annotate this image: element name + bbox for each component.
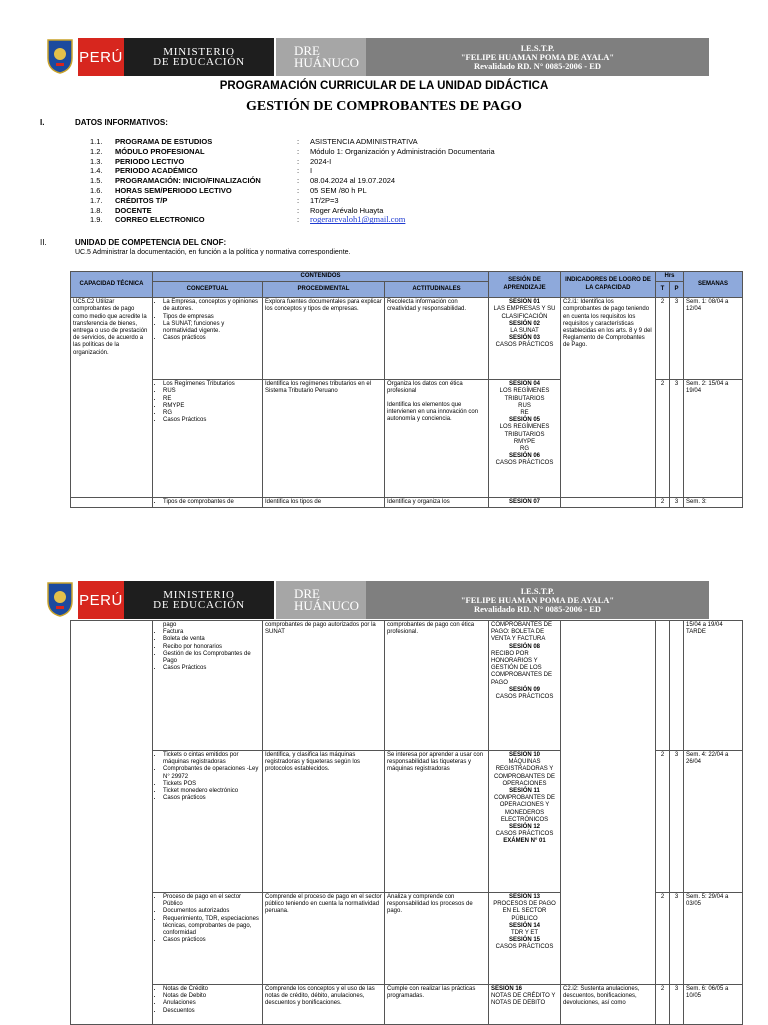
list-item: • La Empresa, conceptos y opiniones de autores. bbox=[163, 299, 260, 313]
session-topic: CASOS PRÁCTICOS bbox=[495, 831, 554, 838]
list-item: • Documentos autorizados bbox=[163, 908, 260, 915]
semana-cell: Sem. 2: 15/04 a 19/04 bbox=[684, 380, 743, 498]
list-item: • Anulaciones bbox=[163, 1000, 260, 1007]
session-number: SESIÓN 13 bbox=[508, 894, 540, 900]
iest-label: I.E.S.T.P. "FELIPE HUAMAN POMA DE AYALA" Revalidado RD. N° 0085-2006 - ED bbox=[366, 581, 709, 619]
semana-cell: Sem. 3: bbox=[684, 498, 743, 508]
hours-t: 2 bbox=[656, 298, 670, 380]
session-topic: TDR Y ET bbox=[510, 930, 539, 937]
list-item: • Casos prácticos bbox=[163, 335, 260, 342]
header-semanas: SEMANAS bbox=[684, 272, 743, 298]
info-number: 1.2. bbox=[90, 146, 103, 156]
section-title: DATOS INFORMATIVOS: bbox=[75, 118, 168, 127]
colon: : bbox=[297, 156, 300, 166]
sesion-cell bbox=[489, 298, 561, 380]
list-item: • RUS bbox=[163, 388, 260, 395]
section-title: UNIDAD DE COMPETENCIA DEL CNOF: bbox=[75, 238, 227, 247]
session-topic: RG bbox=[520, 446, 530, 453]
indicador-cell: C2.i1: Identifica los comprobantes de pago teniendo en cuenta los requisitos los requisitos y características establecidas en los arts. 8 y 9 del Reglamento de Comprobantes de Pago. bbox=[561, 298, 656, 498]
session-topic: MÁQUINAS REGISTRADORAS Y COMPROBANTES DE OPERACIONES bbox=[493, 759, 555, 787]
info-number: 1.3. bbox=[90, 156, 103, 166]
info-value: ASISTENCIA ADMINISTRATIVA bbox=[310, 137, 418, 146]
session-topic: RUS bbox=[518, 402, 531, 409]
session-topic: CASOS PRÁCTICOS bbox=[495, 460, 554, 467]
info-label: PERIODO LECTIVO bbox=[115, 156, 185, 166]
info-value: 05 SEM /80 h PL bbox=[310, 186, 367, 195]
section-number: II. bbox=[40, 238, 47, 247]
session-number: SESIÓN 04 bbox=[509, 381, 541, 388]
hours-p: 3 bbox=[670, 498, 684, 508]
session-number: SESIÓN 12 bbox=[508, 824, 540, 831]
header-capacidad: CAPACIDAD TÉCNICA bbox=[71, 272, 153, 298]
colon: : bbox=[297, 176, 300, 186]
list-item: • Ticket monedero electrónico bbox=[163, 788, 260, 795]
actitudinal-cell: Organiza los datos con ética profesional Identifica los elementos que intervienen en una innovación con autonomía y conciencia. bbox=[385, 380, 489, 498]
hours-t: 2 bbox=[656, 893, 670, 985]
session-topic: COMPROBANTES DE OPERACIONES Y MONEDEROS ELECTRÓNICOS bbox=[493, 795, 555, 823]
colon: : bbox=[297, 137, 300, 146]
section-number: I. bbox=[40, 118, 45, 127]
peru-logo: PERÚ bbox=[78, 38, 124, 76]
header-p: P bbox=[670, 282, 684, 298]
session-topic: RE bbox=[520, 410, 529, 417]
info-number: 1.9. bbox=[90, 215, 103, 225]
semana-cell: 15/04 a 19/04 TARDE bbox=[684, 621, 743, 751]
procedimental-cell: Explora fuentes documentales para explicar los conceptos y tipos de empresas. bbox=[263, 298, 385, 380]
session-number: SESIÓN 03 bbox=[509, 335, 541, 342]
info-number: 1.1. bbox=[90, 137, 103, 146]
hours-t: 2 bbox=[656, 985, 670, 1025]
colon: : bbox=[297, 186, 300, 195]
hours-p: 3 bbox=[670, 751, 684, 893]
curriculum-table-page1 bbox=[70, 271, 743, 508]
hours-p: 3 bbox=[670, 298, 684, 380]
procedimental-cell: comprobantes de pago autorizados por la SUNAT bbox=[263, 621, 385, 751]
session-number: SESIÓN 02 bbox=[509, 320, 541, 327]
info-value: I bbox=[310, 166, 313, 176]
conceptual-cell: • Tipos de comprobantes de bbox=[153, 498, 263, 508]
conceptual-cell bbox=[153, 893, 263, 985]
session-number: SESIÓN 11 bbox=[509, 788, 540, 795]
actitudinal-cell: Se interesa por aprender a usar con responsabilidad las tiqueteras y máquinas registradoras bbox=[385, 751, 489, 893]
session-topic: PROCESOS DE PAGO EN EL SECTOR PÚBLICO bbox=[493, 901, 556, 922]
colon: : bbox=[297, 205, 300, 215]
info-value: 1T/2P=3 bbox=[310, 195, 339, 205]
hours-p: 3 bbox=[670, 380, 684, 498]
peru-logo: PERÚ bbox=[78, 581, 124, 619]
session-topic: LOS REGÍMENES TRIBUTARIOS bbox=[499, 424, 550, 438]
info-value: 2024-I bbox=[310, 156, 332, 166]
conceptual-cell: pago • Factura • Boleta de venta • Recibo por honorarios • Gestión de los Comprobantes de Pago • Casos Prácticos bbox=[153, 621, 263, 751]
iest-label: I.E.S.T.P. "FELIPE HUAMAN POMA DE AYALA" Revalidado RD. N° 0085-2006 - ED bbox=[366, 38, 709, 76]
list-item: • RG bbox=[163, 410, 260, 417]
info-number: 1.6. bbox=[90, 186, 103, 195]
conceptual-cell bbox=[153, 298, 263, 380]
sesion-cell: SESIÓN 16 NOTAS DE CRÉDITO Y NOTAS DE DEBITO bbox=[489, 985, 561, 1025]
info-label: PROGRAMA DE ESTUDIOS bbox=[115, 137, 213, 146]
list-item: • Boleta de venta bbox=[163, 636, 260, 643]
list-item: • Tickets o cintas emitidos por máquinas registradoras bbox=[163, 752, 260, 766]
list-item: • RE bbox=[163, 396, 260, 403]
ministerio-logo: MINISTERIO DE EDUCACIÓN bbox=[124, 581, 274, 619]
session-number: SESIÓN 14 bbox=[508, 922, 540, 929]
session-topic: RMYPE bbox=[513, 438, 536, 445]
colon: : bbox=[297, 195, 300, 205]
page-header bbox=[46, 38, 709, 76]
session-number: EXÁMEN N° 01 bbox=[503, 838, 546, 845]
list-item: • RMYPE bbox=[163, 403, 260, 410]
list-item: • Factura bbox=[163, 629, 260, 636]
list-item: • Casos prácticos bbox=[163, 937, 260, 944]
list-item: • Comprobantes de operaciones -Ley N° 29972 bbox=[163, 766, 260, 780]
sesion-cell bbox=[489, 380, 561, 498]
hours-p: 3 bbox=[670, 985, 684, 1025]
sesion-cell bbox=[489, 893, 561, 985]
header-conceptual: CONCEPTUAL bbox=[153, 282, 263, 298]
procedimental-cell: Identifica los tipos de bbox=[263, 498, 385, 508]
conceptual-cell bbox=[153, 985, 263, 1025]
info-number: 1.7. bbox=[90, 195, 103, 205]
list-item: • Notas de Crédito bbox=[163, 986, 260, 993]
hours-t: 2 bbox=[656, 380, 670, 498]
hours-t: 2 bbox=[656, 751, 670, 893]
list-item: • Casos Prácticos bbox=[163, 417, 260, 424]
actitudinal-cell: Analiza y comprende con responsabilidad los procesos de pago. bbox=[385, 893, 489, 985]
info-label: PERIODO ACADÉMICO bbox=[115, 166, 198, 176]
list-item: • Recibo por honorarios bbox=[163, 644, 260, 651]
session-number: SESIÓN 06 bbox=[509, 453, 541, 460]
header-actitudinales: ACTITUDINALES bbox=[385, 282, 489, 298]
actitudinal-cell: Recolecta información con creatividad y responsabilidad. bbox=[385, 298, 489, 380]
info-label: PROGRAMACIÓN: INICIO/FINALIZACIÓN bbox=[115, 176, 261, 186]
session-topic: LA SUNAT bbox=[510, 328, 539, 335]
hours-t: 2 bbox=[656, 498, 670, 508]
header-procedimental: PROCEDIMENTAL bbox=[263, 282, 385, 298]
email-link[interactable]: rogerarevaloh1@gmail.com bbox=[310, 214, 406, 225]
session-number: SESIÓN 10 bbox=[508, 752, 540, 758]
semana-cell: Sem. 4: 22/04 a 26/04 bbox=[684, 751, 743, 893]
indicador-cell: C2.i2: Sustenta anulaciones, descuentos, bonificaciones, devoluciones, así como bbox=[561, 985, 656, 1025]
ministerio-logo: MINISTERIO DE EDUCACIÓN bbox=[124, 38, 274, 76]
info-label: CRÉDITOS T/P bbox=[115, 195, 168, 205]
info-number: 1.8. bbox=[90, 205, 103, 215]
info-label: HORAS SEM/PERIODO LECTIVO bbox=[115, 186, 232, 195]
info-value: Módulo 1: Organización y Administración Documentaria bbox=[310, 146, 495, 156]
list-item: • Requerimiento, TDR, especiaciones técnicas, comprobantes de pago, conformidad bbox=[163, 916, 260, 938]
session-number: SESIÓN 01 bbox=[509, 299, 541, 306]
competency-text: UC.5 Administrar la documentación, en función a la política y normativa correspondiente. bbox=[75, 249, 351, 256]
info-label: MÓDULO PROFESIONAL bbox=[115, 146, 205, 156]
colon: : bbox=[297, 215, 300, 225]
list-item: • Casos Prácticos bbox=[163, 665, 260, 672]
info-label: DOCENTE bbox=[115, 205, 152, 215]
info-value: 08.04.2024 al 19.07.2024 bbox=[310, 176, 396, 186]
actitudinal-cell: Cumple con realizar las prácticas programadas. bbox=[385, 985, 489, 1025]
semana-cell: Sem. 1: 08/04 a 12/04 bbox=[684, 298, 743, 380]
list-item: • Proceso de pago en el sector Público bbox=[163, 894, 260, 908]
header-indicadores: INDICADORES DE LOGRO DE LA CAPACIDAD bbox=[561, 272, 656, 298]
seal-icon bbox=[46, 38, 74, 74]
sesion-cell: SESIÓN 07 bbox=[489, 498, 561, 508]
procedimental-cell: Identifica los regímenes tributarios en el Sistema Tributario Peruano bbox=[263, 380, 385, 498]
list-item: • Los Regímenes Tributarios bbox=[163, 381, 260, 388]
list-item: • Gestión de los Comprobantes de Pago bbox=[163, 651, 260, 665]
info-label: CORREO ELECTRONICO bbox=[115, 215, 205, 225]
colon: : bbox=[297, 146, 300, 156]
list-item: • Tipos de empresas bbox=[163, 314, 260, 321]
semana-cell: Sem. 5: 29/04 a 03/05 bbox=[684, 893, 743, 985]
session-topic: CASOS PRÁCTICOS bbox=[495, 342, 554, 349]
session-topic: CASOS PRÁCTICOS bbox=[495, 944, 554, 951]
procedimental-cell: Comprende los conceptos y el uso de las notas de crédito, débito, anulaciones, descuentos y bonificaciones. bbox=[263, 985, 385, 1025]
info-number: 1.5. bbox=[90, 176, 103, 186]
actitudinal-cell: comprobantes de pago con ética profesional. bbox=[385, 621, 489, 751]
dre-label: DRE HUÁNUCO bbox=[276, 38, 411, 76]
seal-icon bbox=[46, 581, 74, 617]
sesion-cell bbox=[489, 751, 561, 893]
curriculum-table-page2 bbox=[70, 620, 743, 1025]
capacidad-cell: UC5.C2 Utilizar comprobantes de pago como medio que acredite la transferencia de bienes, entrega o uso de prestación de servicios, de acuerdo a las políticas de la organización. bbox=[71, 298, 153, 498]
list-item: • Notas de Debito bbox=[163, 993, 260, 1000]
procedimental-cell: Identifica, y clasifica las máquinas registradoras y tiqueteras según los protocolos establecidos. bbox=[263, 751, 385, 893]
header-sesion: SESIÓN DE APRENDIZAJE bbox=[489, 272, 561, 298]
header-hrs: Hrs bbox=[656, 272, 684, 282]
header-t: T bbox=[656, 282, 670, 298]
list-item: • La SUNAT; funciones y normatividad vigente. bbox=[163, 321, 260, 335]
conceptual-cell bbox=[153, 751, 263, 893]
list-item: • Descuentos bbox=[163, 1008, 260, 1015]
list-item: • Tickets POS bbox=[163, 781, 260, 788]
header-contenidos: CONTENIDOS bbox=[153, 272, 489, 282]
conceptual-cell bbox=[153, 380, 263, 498]
session-number: SESIÓN 15 bbox=[508, 937, 540, 944]
actitudinal-cell: Identifica y organiza los bbox=[385, 498, 489, 508]
page-header bbox=[46, 581, 709, 619]
course-title: GESTIÓN DE COMPROBANTES DE PAGO bbox=[246, 99, 522, 114]
info-number: 1.4. bbox=[90, 166, 103, 176]
dre-label: DRE HUÁNUCO bbox=[276, 581, 411, 619]
session-topic: LOS REGÍMENES TRIBUTARIOS bbox=[499, 388, 550, 402]
hours-p: 3 bbox=[670, 893, 684, 985]
session-topic: LAS EMPRESAS Y SU CLASIFICACIÓN bbox=[493, 306, 556, 320]
list-item: • Casos prácticos bbox=[163, 795, 260, 802]
colon: : bbox=[297, 166, 300, 176]
doc-title: PROGRAMACIÓN CURRICULAR DE LA UNIDAD DIDÁCTICA bbox=[219, 80, 549, 92]
sesion-cell: COMPROBANTES DE PAGO: BOLETA DE VENTA Y FACTURA SESIÓN 08 RECIBO POR HONORARIOS Y GESTIÓN DE LOS COMPROBANTES DE PAGO SESIÓN 09 CASOS PRÁCTICOS bbox=[489, 621, 561, 751]
info-value: Roger Arévalo Huayta bbox=[310, 205, 384, 215]
semana-cell: Sem. 6: 06/05 a 10/05 bbox=[684, 985, 743, 1025]
session-number: SESIÓN 05 bbox=[509, 417, 541, 424]
procedimental-cell: Comprende el proceso de pago en el sector público teniendo en cuenta la normatividad peruana. bbox=[263, 893, 385, 985]
